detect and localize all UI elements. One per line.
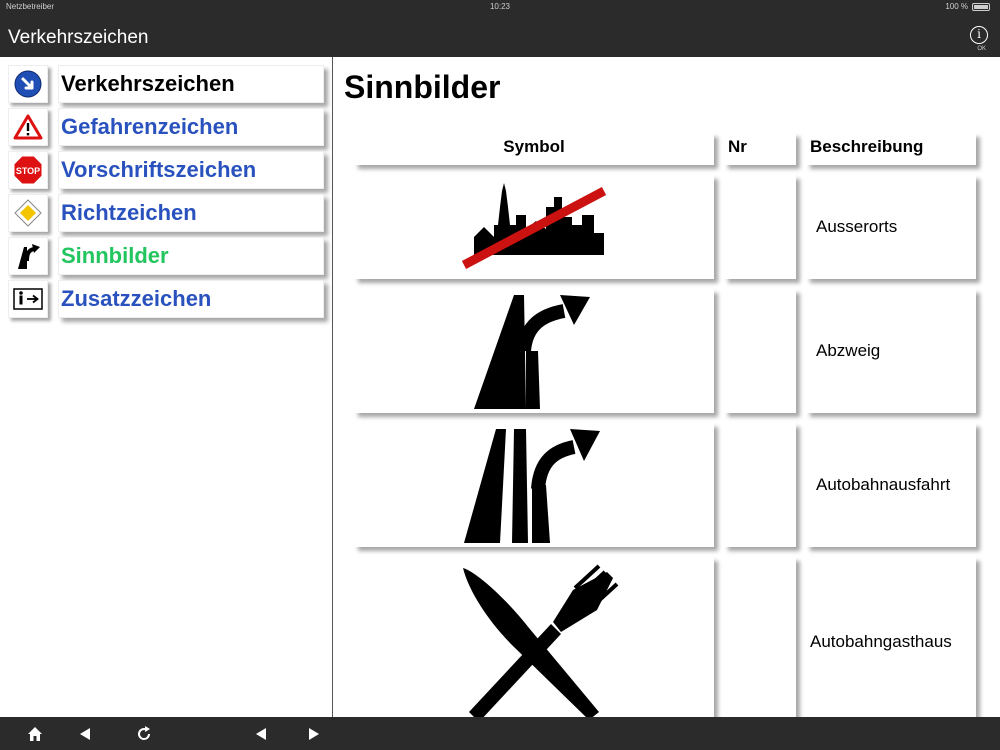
table-cell-description: Autobahngasthaus xyxy=(806,557,976,717)
battery-indicator xyxy=(945,2,990,11)
supplementary-sign-icon xyxy=(8,280,48,318)
table-cell-nr xyxy=(724,557,796,717)
carrier-label: Netzbetreiber xyxy=(6,2,55,11)
autobahnausfahrt-symbol-icon xyxy=(354,423,714,547)
priority-road-icon xyxy=(8,194,48,232)
sidebar xyxy=(0,57,333,717)
back-arrow-icon[interactable] xyxy=(74,723,96,745)
ausserorts-symbol-icon xyxy=(354,175,714,279)
page-title: Sinnbilder xyxy=(344,69,501,105)
table-cell-nr xyxy=(724,289,796,413)
top-bar xyxy=(0,0,1000,57)
column-header-nr: Nr xyxy=(724,133,796,165)
sidebar-item-label: Gefahrenzeichen xyxy=(58,108,324,146)
branch-symbol-icon xyxy=(8,237,48,275)
column-header-description: Beschreibung xyxy=(806,133,976,165)
battery-icon xyxy=(972,3,990,11)
column-header-symbol: Symbol xyxy=(354,133,714,165)
battery-percent: 100 % xyxy=(945,2,968,11)
sidebar-item-label: Zusatzzeichen xyxy=(58,280,324,318)
table-cell-nr xyxy=(724,175,796,279)
ok-label: OK xyxy=(977,46,986,52)
table-cell-nr xyxy=(724,423,796,547)
warning-triangle-icon xyxy=(8,108,48,146)
sidebar-item-label: Verkehrszeichen xyxy=(58,65,324,103)
table-cell-description: Autobahnausfahrt xyxy=(806,423,976,547)
sidebar-item-label: Richtzeichen xyxy=(58,194,324,232)
home-icon[interactable] xyxy=(24,723,46,745)
next-arrow-icon[interactable] xyxy=(303,723,325,745)
autobahngasthaus-symbol-icon xyxy=(354,557,714,717)
content-area xyxy=(334,57,1000,717)
sidebar-item-label: Sinnbilder xyxy=(58,237,324,275)
table-cell-description: Abzweig xyxy=(806,289,976,413)
abzweig-symbol-icon xyxy=(354,289,714,413)
bottom-toolbar xyxy=(0,717,1000,750)
nav-title: Verkehrszeichen xyxy=(8,27,149,48)
reload-icon[interactable] xyxy=(133,723,155,745)
info-icon[interactable]: i xyxy=(970,26,988,44)
stop-text: STOP xyxy=(15,166,41,176)
status-bar xyxy=(0,0,1000,14)
clock: 10:23 xyxy=(489,2,511,11)
previous-arrow-icon[interactable] xyxy=(250,723,272,745)
table-cell-description: Ausserorts xyxy=(806,175,976,279)
mandatory-direction-sign-icon xyxy=(8,65,48,103)
sidebar-item-label: Vorschriftszeichen xyxy=(58,151,324,189)
stop-sign-icon xyxy=(8,151,48,189)
